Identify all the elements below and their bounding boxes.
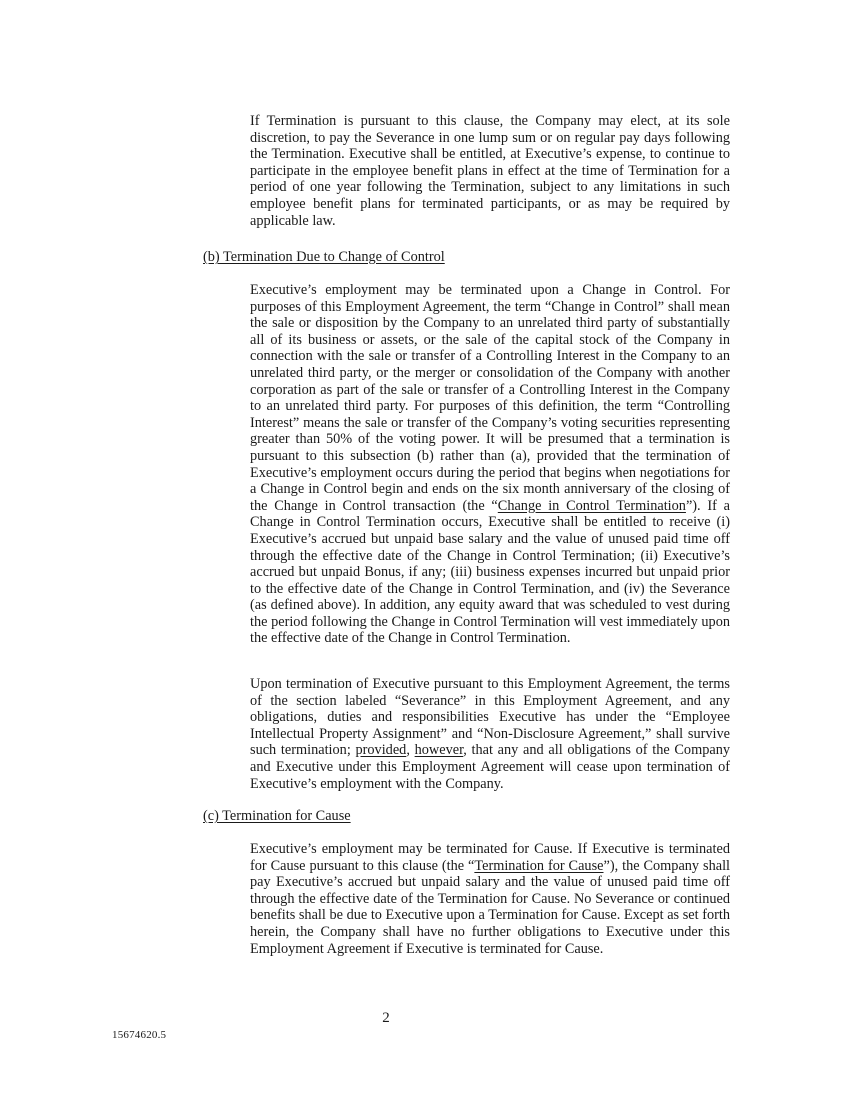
paragraph-text: Executive’s employment may be terminated upon a Change in Control. For purposes of this Employment Agreement, the term “Change in Control” shall mean the sale or disposition by the Company to an unrelated third party of substantially all of its business or assets, or the sale of the capital stock of the Company in connection with the sale or transfer of a Controlling Interest in the Company to an unrelated third party, or the merger or consolidation of the Company with another corporation as part of the sale or transfer of a Controlling Interest in the Company to an unrelated third party. For purposes of this definition, the term “Controlling Interest” means the sale or transfer of the Company’s voting securities representing greater than 50% of the voting power. It will be presumed that a termination is pursuant to this subsection (b) rather than (a), provided that the termination of Executive’s employment occurs during the period that begins when negotiations for a Change in Control begin and ends on the six month anniversary of the closing of the Change in Control transaction (the “ xyxy=(250,282,730,514)
emphasis-however: however xyxy=(414,742,464,759)
paragraph-text: ”). If a Change in Control Termination occurs, Executive shall be entitled to receive (i) Executive’s accrued but unpaid base salary and the value of unused paid time off through the effective date of the Change in Control Termination; (ii) Executive’s accrued but unpaid Bonus, if any; (iii) business expenses incurred but unpaid prior to the effective date of the Change in Control Termination, and (iv) the Severance (as defined above). In addition, any equity award that was scheduled to vest during the period following the Change in Control Termination will vest immediately upon the effective date of the Change in Control Termination. xyxy=(250,497,730,647)
paragraph-text: , that any and all obligations of the Company and Executive under this Employment Agreement will cease upon termination of Executive’s employment with the Company. xyxy=(250,742,730,792)
paragraph-survival xyxy=(250,676,730,792)
paragraph-text: Executive’s employment may be terminated for Cause. If Executive is terminated for Cause pursuant to this clause (the “ xyxy=(250,841,730,874)
paragraph-change-in-control xyxy=(250,282,730,647)
paragraph-text: ”), the Company shall pay Executive’s accrued but unpaid salary and the value of unused paid time off through the effective date of the Termination for Cause. No Severance or continued benefits shall be due to Executive upon a Termination for Cause. Except as set forth herein, the Company shall have no further obligations to Executive under this Employment Agreement if Executive is terminated for Cause. xyxy=(250,857,731,957)
page-number: 2 xyxy=(382,1010,390,1026)
document-id: 15674620.5 xyxy=(112,1029,167,1041)
emphasis-provided: provided xyxy=(355,742,407,759)
heading-termination-for-cause: (c) Termination for Cause xyxy=(203,808,351,824)
paragraph-text: , xyxy=(406,742,415,759)
defined-term-change-in-control-termination: Change in Control Termination xyxy=(497,497,686,514)
paragraph-text: Upon termination of Executive pursuant to this Employment Agreement, the terms of the section labeled “Severance” in this Employment Agreement, and any obligations, duties and responsibilities Executive has under the “Employee Intellectual Property Assignment” and “Non-Disclosure Agreement,” shall survive such termination; xyxy=(250,676,730,759)
paragraph-severance-continuation: If Termination is pursuant to this clause, the Company may elect, at its sole discretion, to pay the Severance in one lump sum or on regular pay days following the Termination. Executive shall be entitled, at Executive’s expense, to continue to participate in the employee benefit plans in effect at the time of Termination for a period of one year following the Termination, subject to any limitations in such employee benefit plans for terminated participants, or as may be required by applicable law. xyxy=(250,113,730,229)
defined-term-termination-for-cause: Termination for Cause xyxy=(474,857,604,874)
heading-termination-change-of-control: (b) Termination Due to Change of Control xyxy=(203,249,445,265)
paragraph-termination-for-cause xyxy=(250,841,730,957)
